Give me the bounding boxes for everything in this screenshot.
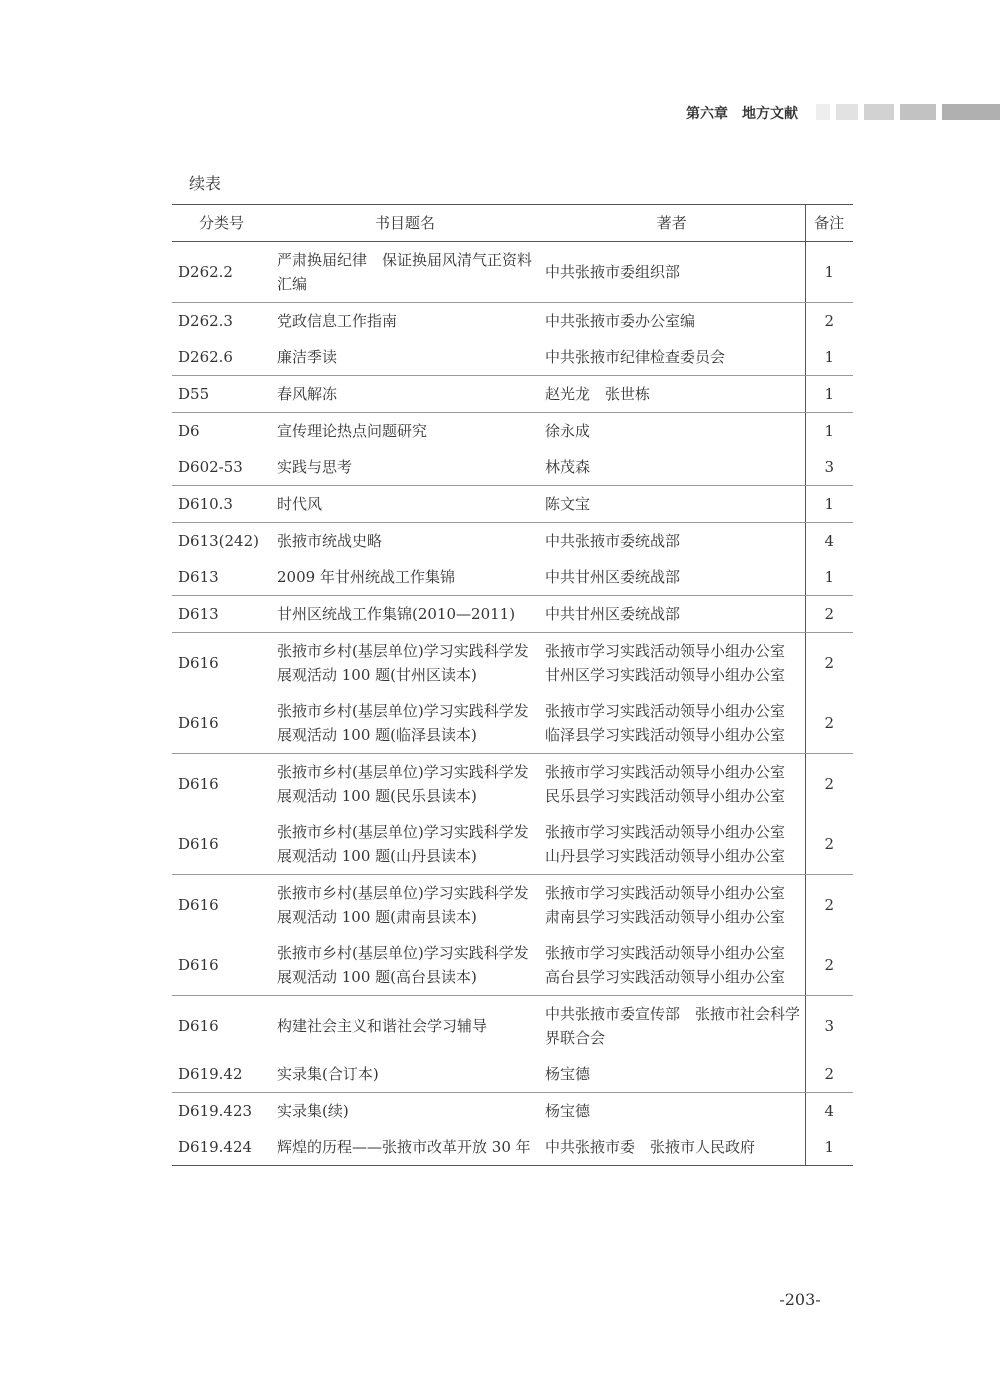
cell-note: 2 <box>805 1056 853 1093</box>
cell-note: 1 <box>805 559 853 596</box>
cell-title: 春风解冻 <box>271 376 539 413</box>
cell-code: D619.424 <box>178 1138 253 1156</box>
column-header-title: 书目题名 <box>271 205 539 242</box>
cell-title: 2009 年甘州统战工作集锦 <box>271 559 539 596</box>
table-row <box>172 559 853 596</box>
cell-note: 2 <box>805 303 853 340</box>
table-row <box>172 1056 853 1093</box>
cell-title: 实录集(合订本) <box>271 1056 539 1093</box>
cell-title: 张掖市乡村(基层单位)学习实践科学发展观活动 100 题(山丹县读本) <box>271 814 539 875</box>
cell-code: D6 <box>178 422 200 440</box>
table-row <box>172 754 853 815</box>
cell-code: D55 <box>172 376 271 413</box>
cell-note: 3 <box>805 996 853 1057</box>
table-row <box>172 814 853 875</box>
table-row <box>172 486 853 523</box>
cell-title: 辉煌的历程——张掖市改革开放 30 年 <box>277 1138 531 1156</box>
table-row <box>172 693 853 754</box>
cell-code: D602-53 <box>172 449 271 486</box>
cell-author: 林茂森 <box>539 449 805 486</box>
cell-title: 张掖市乡村(基层单位)学习实践科学发展观活动 100 题(高台县读本) <box>271 935 539 996</box>
cell-code: D619.42 <box>172 1056 271 1093</box>
cell-code: D262.3 <box>178 312 233 330</box>
table-row <box>172 413 853 450</box>
cell-title: 张掖市乡村(基层单位)学习实践科学发展观活动 100 题(民乐县读本) <box>277 763 529 805</box>
cell-title: 构建社会主义和谐社会学习辅导 <box>277 1017 488 1035</box>
table-row <box>172 596 853 633</box>
cell-author: 中共张掖市委组织部 <box>539 242 805 303</box>
cell-author: 中共张掖市委统战部 <box>545 532 681 550</box>
cell-code: D616 <box>172 935 271 996</box>
header-decor-bar <box>864 104 894 120</box>
cell-author: 中共张掖市纪律检查委员会 <box>539 339 805 376</box>
cell-author: 杨宝德 <box>545 1102 591 1120</box>
cell-title: 张掖市乡村(基层单位)学习实践科学发展观活动 100 题(甘州区读本) <box>277 642 529 684</box>
table-row <box>172 935 853 996</box>
catalog-table <box>172 204 853 1166</box>
cell-code: D613(242) <box>178 532 259 550</box>
cell-note: 2 <box>805 596 853 633</box>
cell-code: D616 <box>178 896 219 914</box>
cell-note: 1 <box>805 486 853 523</box>
cell-title: 时代风 <box>271 486 539 523</box>
table-row <box>172 339 853 376</box>
table-header-row <box>172 205 853 242</box>
cell-note: 1 <box>805 339 853 376</box>
header-decor-bar <box>900 104 936 120</box>
column-header-code: 分类号 <box>172 205 271 242</box>
cell-code: D616 <box>172 814 271 875</box>
table-row <box>172 376 853 413</box>
cell-note: 4 <box>805 1093 853 1130</box>
cell-code: D616 <box>172 693 271 754</box>
table-row <box>172 1093 853 1130</box>
column-header-note: 备注 <box>805 205 853 242</box>
cell-note: 1 <box>805 376 853 413</box>
cell-author: 张掖市学习实践活动领导小组办公室 甘州区学习实践活动领导小组办公室 <box>545 642 801 684</box>
table-row <box>172 523 853 560</box>
cell-note: 4 <box>805 523 853 560</box>
cell-note: 2 <box>805 633 853 694</box>
cell-author: 中共甘州区委统战部 <box>539 559 805 596</box>
cell-title: 廉洁季读 <box>271 339 539 376</box>
cell-note: 2 <box>805 935 853 996</box>
cell-author: 徐永成 <box>545 422 591 440</box>
cell-title: 宣传理论热点问题研究 <box>277 422 428 440</box>
cell-author: 中共张掖市委办公室编 <box>545 312 696 330</box>
cell-note: 2 <box>805 754 853 815</box>
cell-note: 2 <box>805 693 853 754</box>
table-row <box>172 996 853 1057</box>
header-decor-bar <box>942 104 1000 120</box>
cell-note: 1 <box>805 242 853 303</box>
table-row <box>172 242 853 303</box>
cell-title: 实录集(续) <box>277 1102 349 1120</box>
header-decor-bar <box>836 104 858 120</box>
page-number: -203- <box>779 1290 821 1309</box>
header-decor-bar <box>816 104 830 120</box>
cell-code: D613 <box>172 596 271 633</box>
cell-title: 张掖市统战史略 <box>277 532 383 550</box>
cell-title: 张掖市乡村(基层单位)学习实践科学发展观活动 100 题(临泽县读本) <box>271 693 539 754</box>
cell-code: D262.2 <box>172 242 271 303</box>
cell-note: 2 <box>805 875 853 936</box>
cell-author: 杨宝德 <box>539 1056 805 1093</box>
cell-code: D616 <box>178 654 219 672</box>
cell-author: 陈文宝 <box>539 486 805 523</box>
cell-note: 1 <box>805 413 853 450</box>
table-caption: 续表 <box>189 174 222 193</box>
cell-code: D616 <box>178 775 219 793</box>
cell-title: 甘州区统战工作集锦(2010—2011) <box>271 596 539 633</box>
cell-code: D619.423 <box>178 1102 253 1120</box>
cell-title: 党政信息工作指南 <box>277 312 398 330</box>
chapter-title: 第六章 地方文献 <box>686 106 798 122</box>
cell-author: 赵光龙 张世栋 <box>539 376 805 413</box>
cell-note: 2 <box>805 814 853 875</box>
table-body <box>172 242 853 1166</box>
cell-author: 张掖市学习实践活动领导小组办公室 民乐县学习实践活动领导小组办公室 <box>545 763 801 805</box>
cell-author: 张掖市学习实践活动领导小组办公室 临泽县学习实践活动领导小组办公室 <box>539 693 805 754</box>
cell-author: 张掖市学习实践活动领导小组办公室 肃南县学习实践活动领导小组办公室 <box>545 884 801 926</box>
cell-author: 中共张掖市委 张掖市人民政府 <box>545 1138 756 1156</box>
table-row <box>172 449 853 486</box>
cell-author: 中共张掖市委宣传部 张掖市社会科学界联合会 <box>545 1005 801 1047</box>
cell-title: 严肃换届纪律 保证换届风清气正资料汇编 <box>271 242 539 303</box>
cell-author: 张掖市学习实践活动领导小组办公室 高台县学习实践活动领导小组办公室 <box>539 935 805 996</box>
cell-code: D610.3 <box>172 486 271 523</box>
cell-author: 张掖市学习实践活动领导小组办公室 山丹县学习实践活动领导小组办公室 <box>539 814 805 875</box>
cell-title: 实践与思考 <box>271 449 539 486</box>
cell-code: D613 <box>172 559 271 596</box>
column-header-author: 著者 <box>539 205 805 242</box>
cell-note: 1 <box>805 1129 853 1166</box>
cell-code: D262.6 <box>172 339 271 376</box>
cell-author: 中共甘州区委统战部 <box>539 596 805 633</box>
table-row <box>172 875 853 936</box>
table-row <box>172 1129 853 1166</box>
table-row <box>172 303 853 340</box>
cell-title: 张掖市乡村(基层单位)学习实践科学发展观活动 100 题(肃南县读本) <box>277 884 529 926</box>
cell-note: 3 <box>805 449 853 486</box>
cell-code: D616 <box>178 1017 219 1035</box>
table-row <box>172 633 853 694</box>
